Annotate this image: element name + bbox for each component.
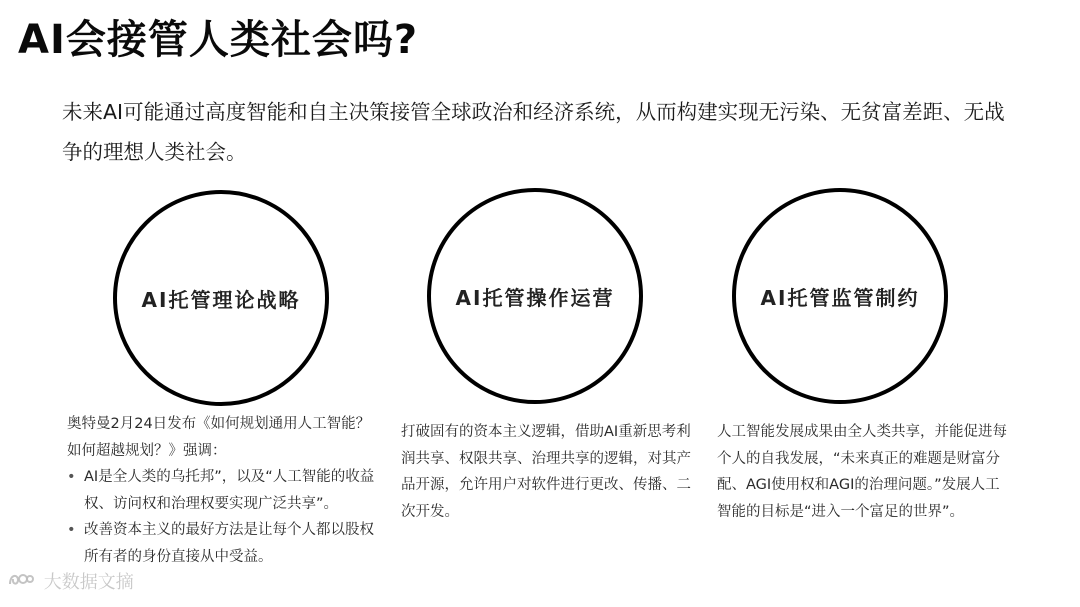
strategy-bullet-list: [67, 464, 377, 570]
watermark: [8, 568, 134, 594]
strategy-circle: [113, 190, 329, 406]
list-item: • AI是全人类的乌托邦”，以及“人工智能的收益权、访问权和治理权要实现广泛共享”。: [67, 464, 377, 517]
brand-logo-icon: [8, 570, 34, 593]
strategy-description: [67, 411, 377, 570]
list-item: • 改善资本主义的最好方法是让每个人都以股权所有者的身份直接从中受益。: [67, 517, 377, 570]
regulation-description: 人工智能发展成果由全人类共享，并能促进每个人的自我发展，“未来真正的难题是财富分配、AGI使用权和AGI的治理问题。”发展人工智能的目标是“进入一个富足的世界”。: [717, 424, 1007, 520]
strategy-lead-text: 奥特曼2月24日发布《如何规划通用人工智能？如何超越规划？》强调：: [67, 416, 371, 459]
operations-circle: [427, 188, 643, 404]
operations-description: 打破固有的资本主义逻辑，借助AI重新思考利润共享、权限共享、治理共享的逻辑，对其产品开源，允许用户对软件进行更改、传播、二次开发。: [401, 424, 691, 520]
watermark-text: 大数据文摘: [43, 572, 134, 593]
operations-circle-label: AI托管操作运营: [455, 285, 615, 310]
strategy-circle-label: AI托管理论战略: [141, 287, 301, 312]
intro-paragraph: 未来AI可能通过高度智能和自主决策接管全球政治和经济系统，从而构建实现无污染、无贫富差距、无战争的理想人类社会。: [62, 100, 1005, 164]
page-title: AI会接管人类社会吗?: [18, 17, 419, 63]
regulation-circle: [732, 188, 948, 404]
regulation-circle-label: AI托管监管制约: [760, 285, 920, 310]
